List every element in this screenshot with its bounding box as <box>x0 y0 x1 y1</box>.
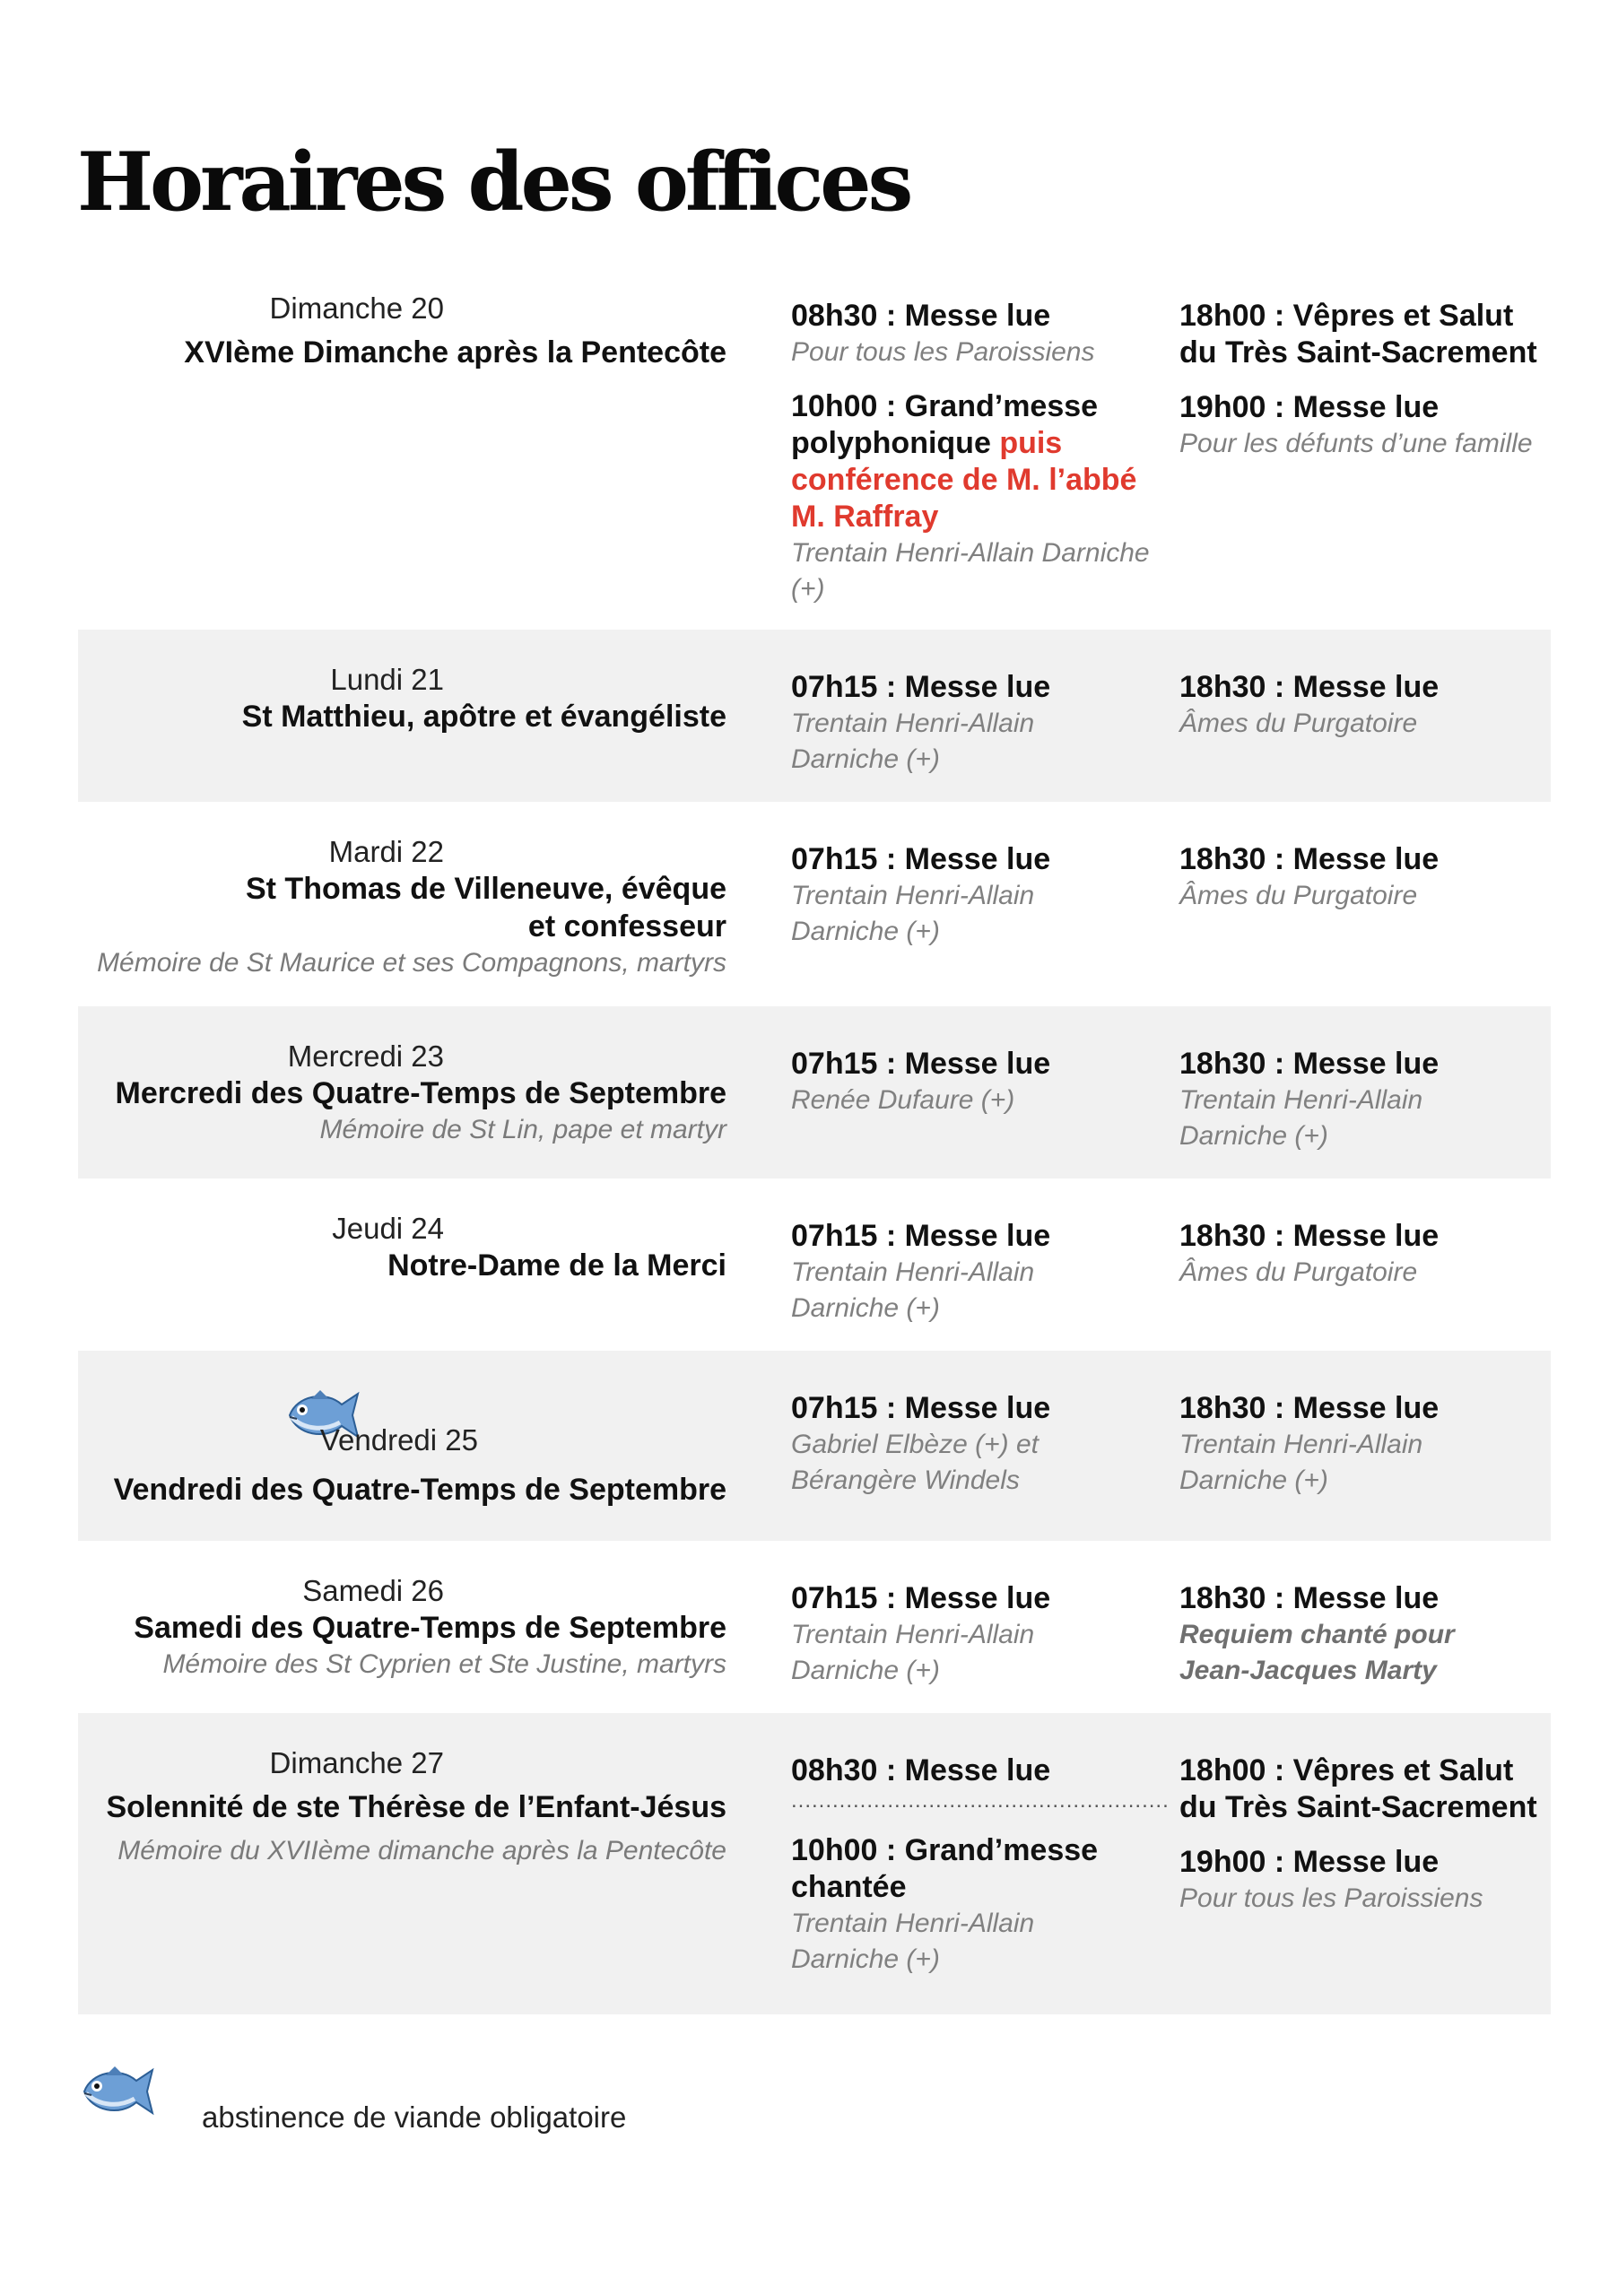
day-label: Dimanche 20 <box>269 291 444 325</box>
service-intention: Trentain Henri-Allain Darniche (+) <box>791 1257 1035 1323</box>
service-intention: Pour tous les Paroissiens <box>791 337 1095 367</box>
service-intention: Requiem chanté pour Jean-Jacques Marty <box>1179 1620 1455 1685</box>
service <box>791 298 1150 370</box>
service-time: 18h30 : Messe lue <box>1179 1047 1440 1081</box>
service-time: 18h30 : Messe lue <box>1179 670 1440 704</box>
service-intention: Trentain Henri-Allain Darniche (+) <box>791 709 1035 774</box>
service-time: 10h00 : Grand’messe polyphonique puis conférence de M. l’abbé M. Raffray <box>791 389 1137 534</box>
service-intention: Trentain Henri-Allain Darniche (+) <box>1179 1085 1423 1151</box>
day-row-dimanche-27 <box>78 1713 1551 2014</box>
service-time: 18h30 : Messe lue <box>1179 842 1440 876</box>
service-intention: Gabriel Elbèze (+) et Bérangère Windels <box>791 1430 1039 1495</box>
memorial-note: Mémoire des St Cyprien et Ste Justine, martyrs <box>162 1649 726 1679</box>
feast-name: XVIème Dimanche après la Pentecôte <box>184 335 726 370</box>
service-intention: Trentain Henri-Allain Darniche (+) <box>791 881 1035 946</box>
day-row-jeudi-24 <box>78 1178 1551 1349</box>
service-intention: Trentain Henri-Allain Darniche (+) <box>791 1909 1035 1974</box>
service <box>791 388 1150 607</box>
day-label: Mardi 22 <box>328 835 444 868</box>
service-time: 07h15 : Messe lue <box>791 1047 1051 1081</box>
service-time: 10h00 : Grand’messe chantée <box>791 1833 1099 1904</box>
fish-icon <box>79 2063 156 2123</box>
service-intention: Âmes du Purgatoire <box>1179 1257 1418 1287</box>
service-time: 19h00 : Messe lue <box>1179 390 1440 424</box>
service-time: 07h15 : Messe lue <box>791 1581 1051 1615</box>
day-row-mercredi-23 <box>78 1006 1551 1178</box>
feast-name: Mercredi des Quatre-Temps de Septembre <box>115 1076 726 1110</box>
day-row-lundi-21 <box>78 630 1551 802</box>
day-row-mardi-22 <box>78 802 1551 1004</box>
service-intention: Pour les défunts d’une famille <box>1179 429 1533 458</box>
feast-name: Samedi des Quatre-Temps de Septembre <box>134 1611 726 1645</box>
service-time: 08h30 : Messe lue <box>791 1753 1051 1787</box>
service-intention: Âmes du Purgatoire <box>1179 881 1418 910</box>
page-title: Horaires des offices <box>77 135 910 230</box>
day-row-vendredi-25 <box>78 1351 1551 1541</box>
service-time: 18h00 : Vêpres et Salut du Très Saint-Sacrement <box>1179 299 1537 370</box>
day-label: Dimanche 27 <box>269 1746 444 1779</box>
service-time: 18h30 : Messe lue <box>1179 1391 1440 1425</box>
service-time: 18h00 : Vêpres et Salut du Très Saint-Sacrement <box>1179 1753 1537 1824</box>
service-time: 19h00 : Messe lue <box>1179 1845 1440 1879</box>
feast-name: Vendredi des Quatre-Temps de Septembre <box>113 1473 726 1507</box>
service-time: 18h30 : Messe lue <box>1179 1219 1440 1253</box>
conference-note: puis conférence de M. l’abbé M. Raffray <box>791 426 1137 534</box>
service <box>1179 389 1556 462</box>
day-row-dimanche-20 <box>78 285 1551 626</box>
service-intention: Pour tous les Paroissiens <box>1179 1883 1483 1913</box>
service-intention: Trentain Henri-Allain Darniche (+) <box>1179 1430 1423 1495</box>
feast-name: St Thomas de Villeneuve, évêque et confesseur <box>245 872 726 944</box>
service-time: 18h30 : Messe lue <box>1179 1581 1440 1615</box>
feast-name: Solennité de ste Thérèse de l’Enfant-Jésus <box>106 1790 726 1824</box>
service-time: 07h15 : Messe lue <box>791 670 1051 704</box>
day-label: Lundi 21 <box>330 663 444 696</box>
legend-text: abstinence de viande obligatoire <box>202 2100 627 2134</box>
service-intention: Âmes du Purgatoire <box>1179 709 1418 738</box>
service-time: 07h15 : Messe lue <box>791 1219 1051 1253</box>
day-label: Mercredi 23 <box>287 1039 444 1073</box>
service-intention: Renée Dufaure (+) <box>791 1085 1015 1115</box>
service <box>1179 298 1556 371</box>
day-label: Vendredi 25 <box>319 1423 478 1457</box>
memorial-note: Mémoire du XVIIème dimanche après la Pentecôte <box>117 1836 726 1866</box>
dotted-leader: ....................................................... <box>791 1788 1170 1813</box>
service-time: 07h15 : Messe lue <box>791 842 1051 876</box>
service-time: 08h30 : Messe lue <box>791 299 1051 333</box>
day-label: Jeudi 24 <box>332 1212 444 1245</box>
day-label: Samedi 26 <box>302 1574 444 1607</box>
feast-name: St Matthieu, apôtre et évangéliste <box>241 700 726 734</box>
service-intention: Trentain Henri-Allain Darniche (+) <box>791 538 1150 604</box>
memorial-note: Mémoire de St Lin, pape et martyr <box>319 1115 726 1144</box>
service-intention: Trentain Henri-Allain Darniche (+) <box>791 1620 1035 1685</box>
feast-name: Notre-Dame de la Merci <box>387 1248 726 1283</box>
memorial-note: Mémoire de St Maurice et ses Compagnons, martyrs <box>97 948 726 978</box>
service-time: 07h15 : Messe lue <box>791 1391 1051 1425</box>
day-row-samedi-26 <box>78 1541 1551 1711</box>
